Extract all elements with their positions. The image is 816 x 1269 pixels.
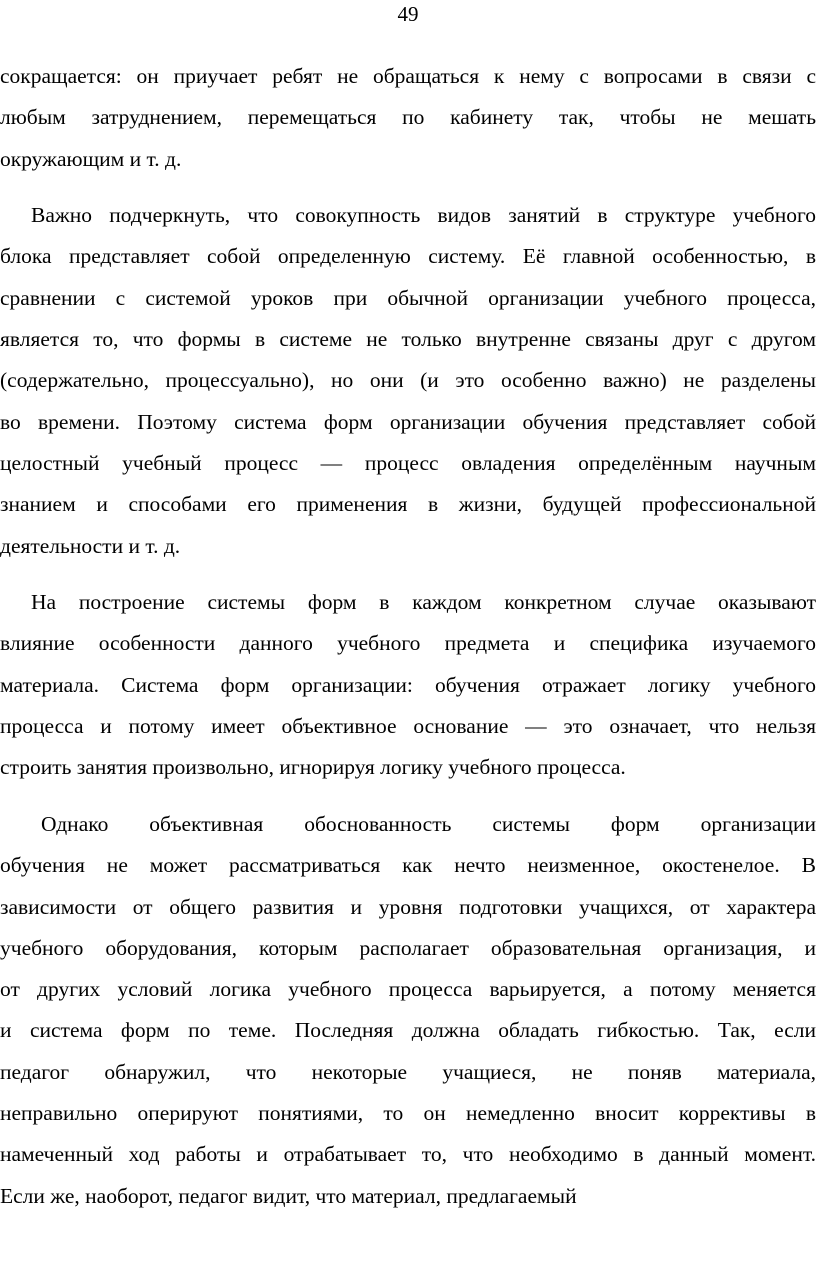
text-line: учебного оборудования, которым располагает образовательная организация, и <box>0 935 816 960</box>
text-line: является то, что формы в системе не только внутренне связаны друг с другом <box>0 327 816 352</box>
text-line: сравнении с системой уроков при обычной организации учебного процесса, <box>0 285 816 310</box>
text-line: и система форм по теме. Последняя должна обладать гибкостью. Так, если <box>0 1018 816 1043</box>
text-line: зависимости от общего развития и уровня подготовки учащихся, от характера <box>0 894 816 919</box>
text-line: (содержательно, процессуально), но они (и это особенно важно) не разделены <box>0 368 816 393</box>
text-line: во времени. Поэтому система форм организации обучения представляет собой <box>0 409 816 434</box>
text-line: процесса и потому имеет объективное основание — это означает, что нельзя <box>0 714 816 739</box>
text-line: знанием и способами его применения в жизни, будущей профессиональной <box>0 492 816 517</box>
text-line: Если же, наоборот, педагог видит, что материал, предлагаемый <box>0 1183 577 1208</box>
text-line: целостный учебный процесс — процесс овладения определённым научным <box>0 450 816 475</box>
paragraph-3 <box>0 582 816 788</box>
text-line: от других условий логика учебного процесса варьируется, а потому меняется <box>0 977 816 1002</box>
page-number: 49 <box>397 2 419 26</box>
text-line: материала. Система форм организации: обучения отражает логику учебного <box>0 672 816 697</box>
text-line: строить занятия произвольно, игнорируя логику учебного процесса. <box>0 755 626 780</box>
paragraph-4 <box>0 804 816 1217</box>
text-line: неправильно оперируют понятиями, то он немедленно вносит коррективы в <box>0 1101 816 1126</box>
text-line: обучения не может рассматриваться как нечто неизменное, окостенелое. В <box>0 853 816 878</box>
text-line: Однако объективная обоснованность системы форм организации <box>41 811 816 836</box>
text-line: сокращается: он приучает ребят не обращаться к нему с вопросами в связи с <box>0 64 816 88</box>
text-line: блока представляет собой определенную систему. Её главной особенностью, в <box>0 244 816 269</box>
text-line: Важно подчеркнуть, что совокупность видов занятий в структуре учебного <box>31 203 816 228</box>
document-body <box>0 56 816 1217</box>
text-line: На построение системы форм в каждом конкретном случае оказывают <box>31 590 816 615</box>
text-line: педагог обнаружил, что некоторые учащиеся, не поняв материала, <box>0 1059 816 1084</box>
text-line: деятельности и т. д. <box>0 533 181 558</box>
text-line: окружающим и т. д. <box>0 146 182 171</box>
text-line: любым затруднением, перемещаться по кабинету так, чтобы не мешать <box>0 105 816 130</box>
text-line: намеченный ход работы и отрабатывает то, что необходимо в данный момент. <box>0 1142 816 1167</box>
text-line: влияние особенности данного учебного предмета и специфика изучаемого <box>0 631 816 656</box>
paragraph-2 <box>0 195 816 567</box>
paragraph-1 <box>0 56 816 180</box>
